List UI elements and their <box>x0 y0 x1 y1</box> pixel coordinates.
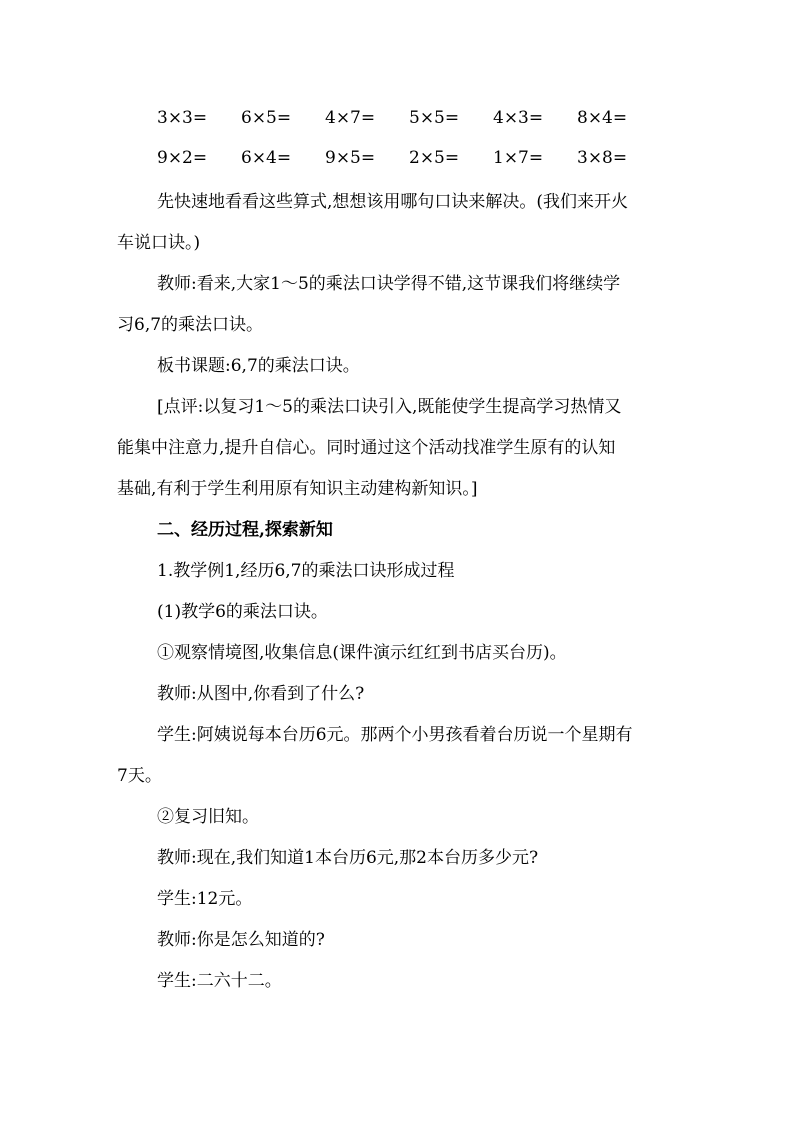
comment-line: 能集中注意力,提升自信心。同时通过这个活动找准学生原有的认知 <box>117 438 616 458</box>
equation: 3×8= <box>577 148 628 168</box>
equation: 4×3= <box>493 108 544 128</box>
equation: 9×2= <box>157 148 208 168</box>
paragraph-line: 学生:二六十二。 <box>157 971 282 991</box>
equation: 8×4= <box>577 108 628 128</box>
paragraph-line: 教师:你是怎么知道的? <box>157 930 325 950</box>
section-heading: 二、经历过程,探索新知 <box>157 520 333 540</box>
paragraph-line: 教师:看来,大家1～5的乘法口诀学得不错,这节课我们将继续学 <box>157 274 621 294</box>
equation: 3×3= <box>157 108 208 128</box>
equation-row-2 <box>157 148 657 168</box>
paragraph-line: ②复习旧知。 <box>157 807 259 827</box>
paragraph-line: 学生:阿姨说每本台历6元。那两个小男孩看着台历说一个星期有 <box>157 725 633 745</box>
paragraph-line: 教师:从图中,你看到了什么? <box>157 684 365 704</box>
paragraph-line: 教师:现在,我们知道1本台历6元,那2本台历多少元? <box>157 848 539 868</box>
comment-line: 基础,有利于学生利用原有知识主动建构新知识。] <box>117 479 478 499</box>
equation: 6×5= <box>241 108 292 128</box>
comment-line: [点评:以复习1～5的乘法口诀引入,既能使学生提高学习热情又 <box>157 397 622 417</box>
subsection-heading: (1)教学6的乘法口诀。 <box>157 602 328 622</box>
equation: 5×5= <box>409 108 460 128</box>
equation-row-1 <box>157 108 657 128</box>
paragraph-line: 先快速地看看这些算式,想想该用哪句口诀来解决。(我们来开火 <box>157 192 629 212</box>
equation: 1×7= <box>493 148 544 168</box>
equation: 9×5= <box>325 148 376 168</box>
paragraph-line: 习6,7的乘法口诀。 <box>117 315 264 335</box>
equation: 6×4= <box>241 148 292 168</box>
equation: 4×7= <box>325 108 376 128</box>
paragraph-line: ①观察情境图,收集信息(课件演示红红到书店买台历)。 <box>157 643 567 663</box>
equation: 2×5= <box>409 148 460 168</box>
paragraph-line: 板书课题:6,7的乘法口诀。 <box>157 356 360 376</box>
paragraph-line: 7天。 <box>117 766 162 786</box>
subsection-heading: 1.教学例1,经历6,7的乘法口诀形成过程 <box>157 561 455 581</box>
paragraph-line: 车说口诀。) <box>117 233 201 253</box>
paragraph-line: 学生:12元。 <box>157 889 253 909</box>
